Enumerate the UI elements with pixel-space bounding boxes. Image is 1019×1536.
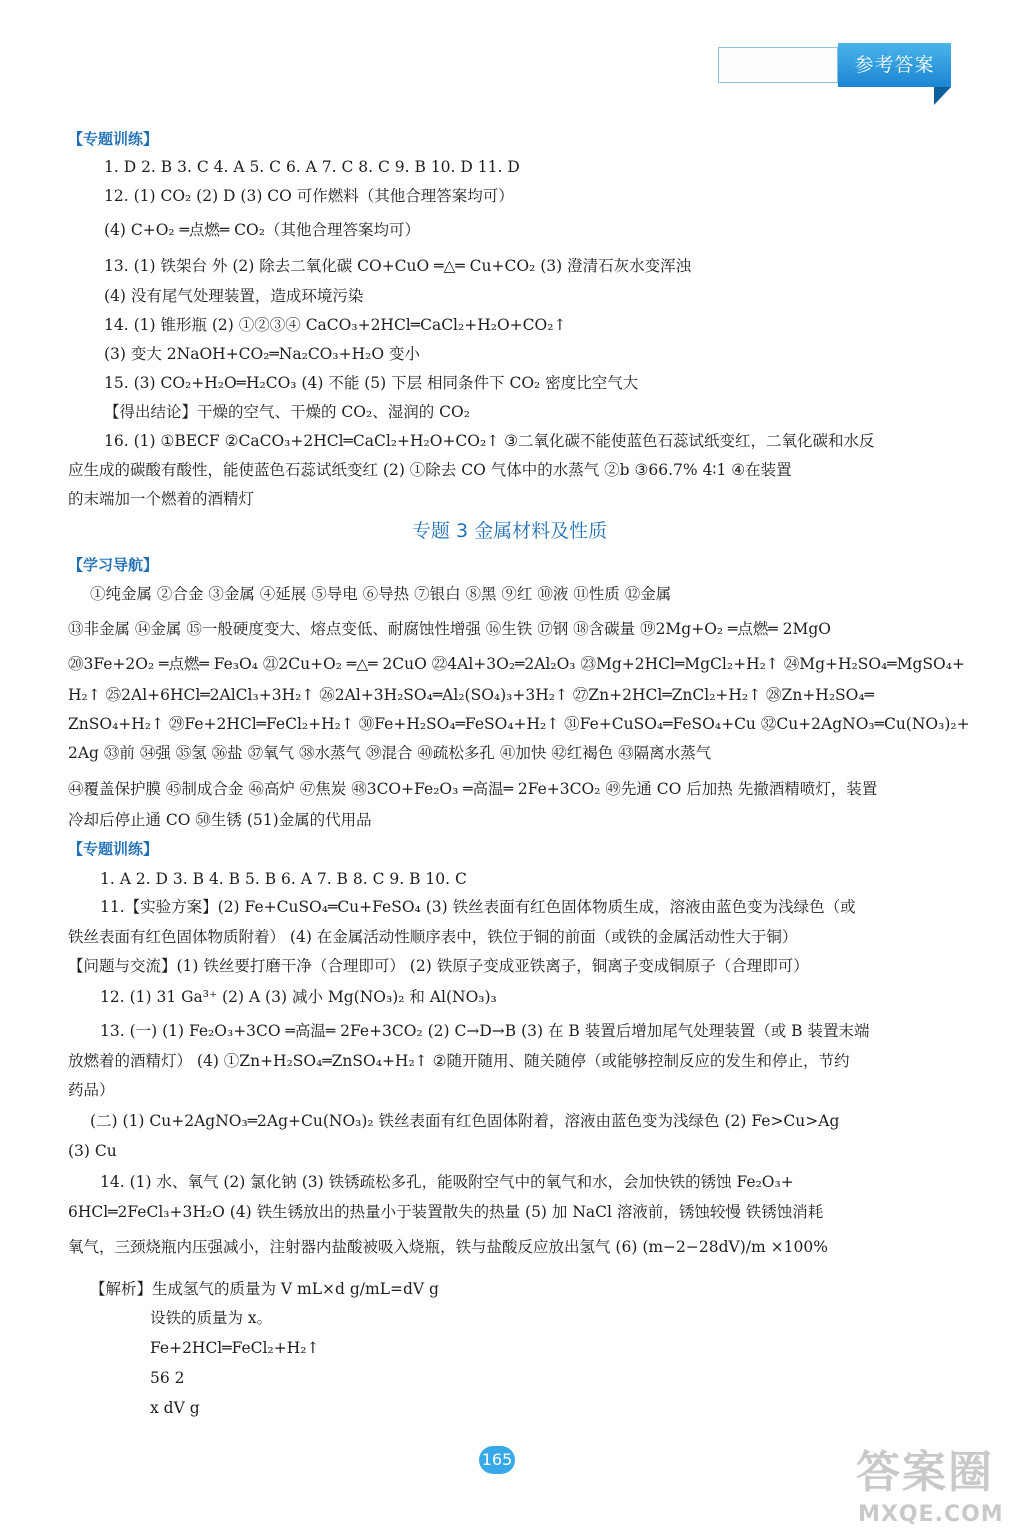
answer-line: (4) 没有尾气处理装置，造成环境污染 [104, 287, 364, 305]
answer-line: 的末端加一个燃着的酒精灯 [68, 490, 255, 508]
answer-line: ①纯金属 ②合金 ③金属 ④延展 ⑤导电 ⑥导热 ⑦银白 ⑧黑 ⑨红 ⑩液 ⑪性质 ⑫金属 [90, 585, 672, 603]
answer-line: ㊹覆盖保护膜 ㊺制成合金 ㊻高炉 ㊼焦炭 ㊽3CO+Fe₂O₃ ═高温═ 2Fe+3CO₂ ㊾先通 CO 后加热 先撤酒精喷灯，装置 [68, 780, 878, 798]
answer-line: 56 2 [150, 1369, 185, 1387]
answer-line: H₂↑ ㉕2Al+6HCl═2AlCl₃+3H₂↑ ㉖2Al+3H₂SO₄═Al₂(SO₄)₃+3H₂↑ ㉗Zn+2HCl═ZnCl₂+H₂↑ ㉘Zn+H₂SO₄═ [68, 686, 874, 704]
answer-line: ZnSO₄+H₂↑ ㉙Fe+2HCl═FeCl₂+H₂↑ ㉚Fe+H₂SO₄═FeSO₄+H₂↑ ㉛Fe+CuSO₄═FeSO₄+Cu ㉜Cu+2AgNO₃═Cu(NO₃)₂+ [68, 715, 970, 733]
answer-line: x dV g [150, 1399, 200, 1417]
watermark-url: MXQE.COM [858, 1502, 1004, 1527]
answer-line: 1. D 2. B 3. C 4. A 5. C 6. A 7. C 8. C 9. B 10. D 11. D [104, 158, 520, 176]
answer-line: 13. (一) (1) Fe₂O₃+3CO ═高温═ 2Fe+3CO₂ (2) C→D→B (3) 在 B 装置后增加尾气处理装置（或 B 装置末端 [100, 1022, 870, 1040]
answer-line: 药品） [68, 1081, 115, 1099]
answer-line: 15. (3) CO₂+H₂O═H₂CO₃ (4) 不能 (5) 下层 相同条件下 CO₂ 密度比空气大 [104, 374, 639, 392]
section-heading: 【学习导航】 [68, 556, 159, 574]
watermark-logo [852, 1448, 1008, 1530]
answer-line: (二) (1) Cu+2AgNO₃═2Ag+Cu(NO₃)₂ 铁丝表面有红色固体附着，溶液由蓝色变为浅绿色 (2) Fe>Cu>Ag [90, 1112, 840, 1130]
page-number: 165 [479, 1446, 515, 1474]
header-tag: 参考答案 [838, 43, 951, 87]
answer-line: 13. (1) 铁架台 外 (2) 除去二氧化碳 CO+CuO ═△═ Cu+CO₂ (3) 澄清石灰水变浑浊 [104, 257, 692, 275]
answer-line: 【得出结论】干燥的空气、干燥的 CO₂、湿润的 CO₂ [104, 403, 470, 421]
answer-line: 应生成的碳酸有酸性，能使蓝色石蕊试纸变红 (2) ①除去 CO 气体中的水蒸气 ②b ③66.7% 4∶1 ④在装置 [68, 461, 792, 479]
answer-line: 14. (1) 锥形瓶 (2) ①②③④ CaCO₃+2HCl═CaCl₂+H₂O+CO₂↑ [104, 316, 567, 334]
answer-line: (4) C+O₂ ═点燃═ CO₂（其他合理答案均可） [104, 221, 420, 239]
topic-title: 专题 3 金属材料及性质 [411, 520, 608, 542]
section-heading: 【专题训练】 [68, 130, 159, 148]
answer-line: 2Ag ㉝前 ㉞强 ㉟氢 ㊱盐 ㊲氧气 ㊳水蒸气 ㊴混合 ㊵疏松多孔 ㊶加快 ㊷红褐色 ㊸隔离水蒸气 [68, 744, 712, 762]
answer-line: Fe+2HCl═FeCl₂+H₂↑ [150, 1339, 320, 1357]
answer-line: (3) 变大 2NaOH+CO₂═Na₂CO₃+H₂O 变小 [104, 345, 420, 363]
watermark-text: 答案圈 [856, 1447, 994, 1498]
section-heading: 【专题训练】 [68, 840, 159, 858]
answer-line: 氧气，三颈烧瓶内压强减小，注射器内盐酸被吸入烧瓶，铁与盐酸反应放出氢气 (6) (m−2−28dV)/m ×100% [68, 1238, 828, 1256]
answer-line: 6HCl═2FeCl₃+3H₂O (4) 铁生锈放出的热量小于装置散失的热量 (5) 加 NaCl 溶液前，锈蚀较慢 铁锈蚀消耗 [68, 1203, 824, 1221]
answer-line: 12. (1) 31 Ga³⁺ (2) A (3) 减小 Mg(NO₃)₂ 和 Al(NO₃)₃ [100, 988, 497, 1006]
answer-line: ⑬非金属 ⑭金属 ⑮一般硬度变大、熔点变低、耐腐蚀性增强 ⑯生铁 ⑰钢 ⑱含碳量 ⑲2Mg+O₂ ═点燃═ 2MgO [68, 620, 832, 638]
answer-line: (3) Cu [68, 1142, 117, 1160]
answer-line: ⑳3Fe+2O₂ ═点燃═ Fe₃O₄ ㉑2Cu+O₂ ═△═ 2CuO ㉒4Al+3O₂═2Al₂O₃ ㉓Mg+2HCl═MgCl₂+H₂↑ ㉔Mg+H₂SO₄═MgSO₄+ [68, 655, 965, 673]
answer-line: 16. (1) ①BECF ②CaCO₃+2HCl═CaCl₂+H₂O+CO₂↑ ③二氧化碳不能使蓝色石蕊试纸变红，二氧化碳和水反 [104, 432, 875, 450]
answer-line: 14. (1) 水、氧气 (2) 氯化钠 (3) 铁锈疏松多孔，能吸附空气中的氧气和水，会加快铁的锈蚀 Fe₂O₃+ [100, 1173, 794, 1191]
answer-line: 12. (1) CO₂ (2) D (3) CO 可作燃料（其他合理答案均可） [104, 187, 514, 205]
answer-line: 放燃着的酒精灯） (4) ①Zn+H₂SO₄═ZnSO₄+H₂↑ ②随开随用、随关随停（或能够控制反应的发生和停止，节约 [68, 1052, 850, 1070]
answer-line: 【问题与交流】(1) 铁丝要打磨干净（合理即可） (2) 铁原子变成亚铁离子，铜离子变成铜原子（合理即可） [68, 957, 809, 975]
answer-line: 1. A 2. D 3. B 4. B 5. B 6. A 7. B 8. C 9. B 10. C [100, 870, 467, 888]
answer-line: 【解析】生成氢气的质量为 V mL×d g/mL=dV g [90, 1280, 439, 1298]
answer-line: 铁丝表面有红色固体物质附着） (4) 在金属活动性顺序表中，铁位于铜的前面（或铁的金属活动性大于铜） [68, 928, 798, 946]
answer-line: 设铁的质量为 x。 [150, 1309, 273, 1327]
answer-line: 11.【实验方案】(2) Fe+CuSO₄═Cu+FeSO₄ (3) 铁丝表面有红色固体物质生成，溶液由蓝色变为浅绿色（或 [100, 898, 856, 916]
answer-line: 冷却后停止通 CO ㊿生锈 (51)金属的代用品 [68, 811, 372, 829]
